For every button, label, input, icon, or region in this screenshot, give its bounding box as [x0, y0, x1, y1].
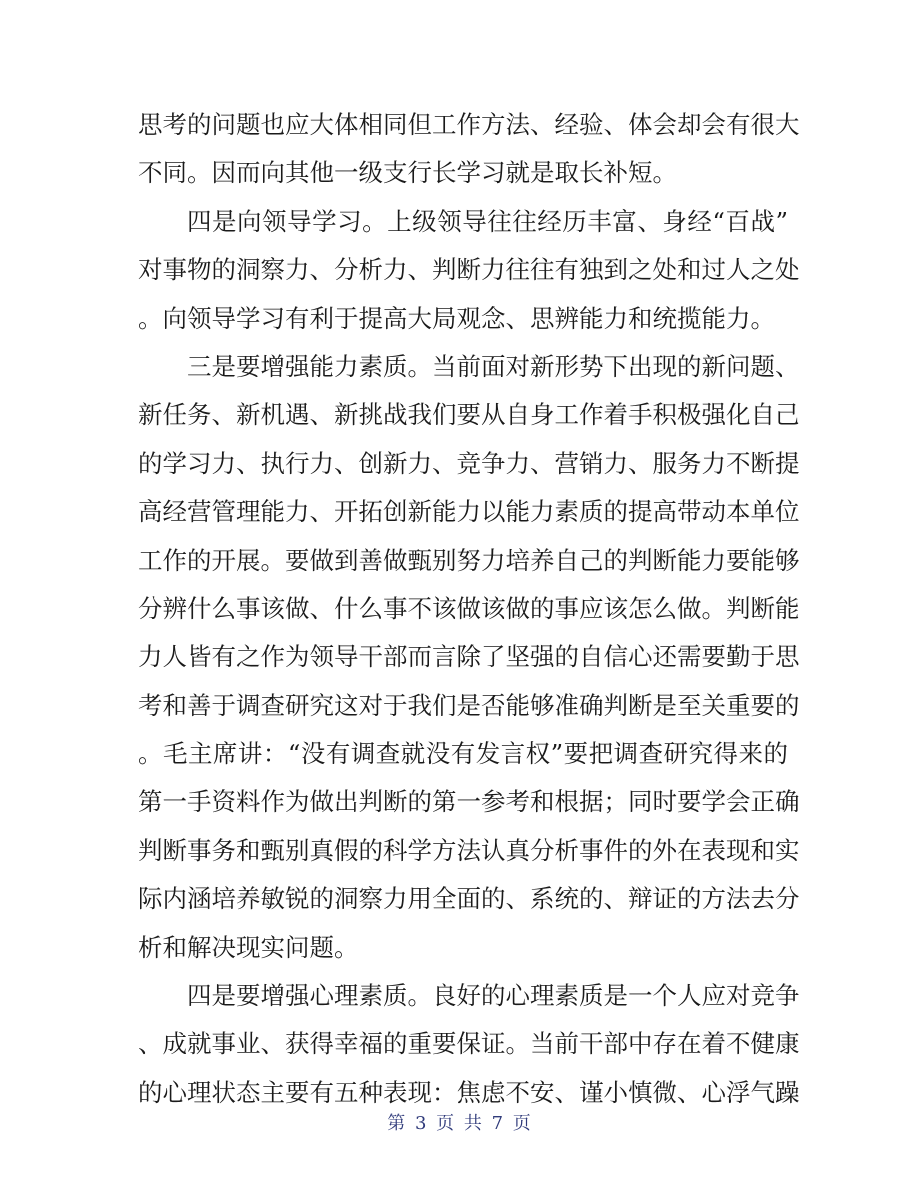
text-line: 的心理状态主要有五种表现：焦虑不安、谨小慎微、心浮气躁 — [138, 1077, 800, 1107]
text-line: 四是要增强心理素质。良好的心理素质是一个人应对竞争 — [187, 981, 800, 1011]
text-line: 判断事务和甄别真假的科学方法认真分析事件的外在表现和实 — [138, 835, 800, 865]
text-line: 三是要增强能力素质。当前面对新形势下出现的新问题、 — [187, 351, 800, 381]
text-line: 的学习力、执行力、创新力、竞争力、营销力、服务力不断提 — [138, 448, 800, 478]
text-line: 工作的开展。要做到善做甄别努力培养自己的判断能力要能够 — [138, 545, 800, 575]
text-line: 。毛主席讲：“没有调查就没有发言权”要把调查研究得来的 — [138, 739, 788, 769]
text-line: 考和善于调查研究这对于我们是否能够准确判断是至关重要的 — [138, 690, 800, 720]
text-line: 析和解决现实问题。 — [138, 932, 359, 962]
text-line: 第一手资料作为做出判断的第一参考和根据；同时要学会正确 — [138, 787, 800, 817]
text-line: 、成就事业、获得幸福的重要保证。当前干部中存在着不健康 — [138, 1029, 800, 1059]
text-line: 高经营管理能力、开拓创新能力以能力素质的提高带动本单位 — [138, 497, 800, 527]
text-line: 力人皆有之作为领导干部而言除了坚强的自信心还需要勤于思 — [138, 642, 800, 672]
text-line: 四是向领导学习。上级领导往往经历丰富、身经“百战” — [187, 206, 788, 236]
text-line: 对事物的洞察力、分析力、判断力往往有独到之处和过人之处 — [138, 255, 800, 285]
page-number-footer: 第 3 页 共 7 页 — [387, 1113, 533, 1134]
text-line: 思考的问题也应大体相同但工作方法、经验、体会却会有很大 — [138, 110, 800, 139]
text-line: 分辨什么事该做、什么事不该做该做的事应该怎么做。判断能 — [138, 593, 800, 623]
text-line: 际内涵培养敏锐的洞察力用全面的、系统的、辩证的方法去分 — [138, 884, 800, 914]
text-line: 新任务、新机遇、新挑战我们要从自身工作着手积极强化自己 — [138, 400, 800, 430]
text-line: 不同。因而向其他一级支行长学习就是取长补短。 — [138, 158, 677, 188]
body-text — [138, 101, 800, 1117]
text-line: 。向领导学习有利于提高大局观念、思辨能力和统揽能力。 — [138, 303, 775, 333]
